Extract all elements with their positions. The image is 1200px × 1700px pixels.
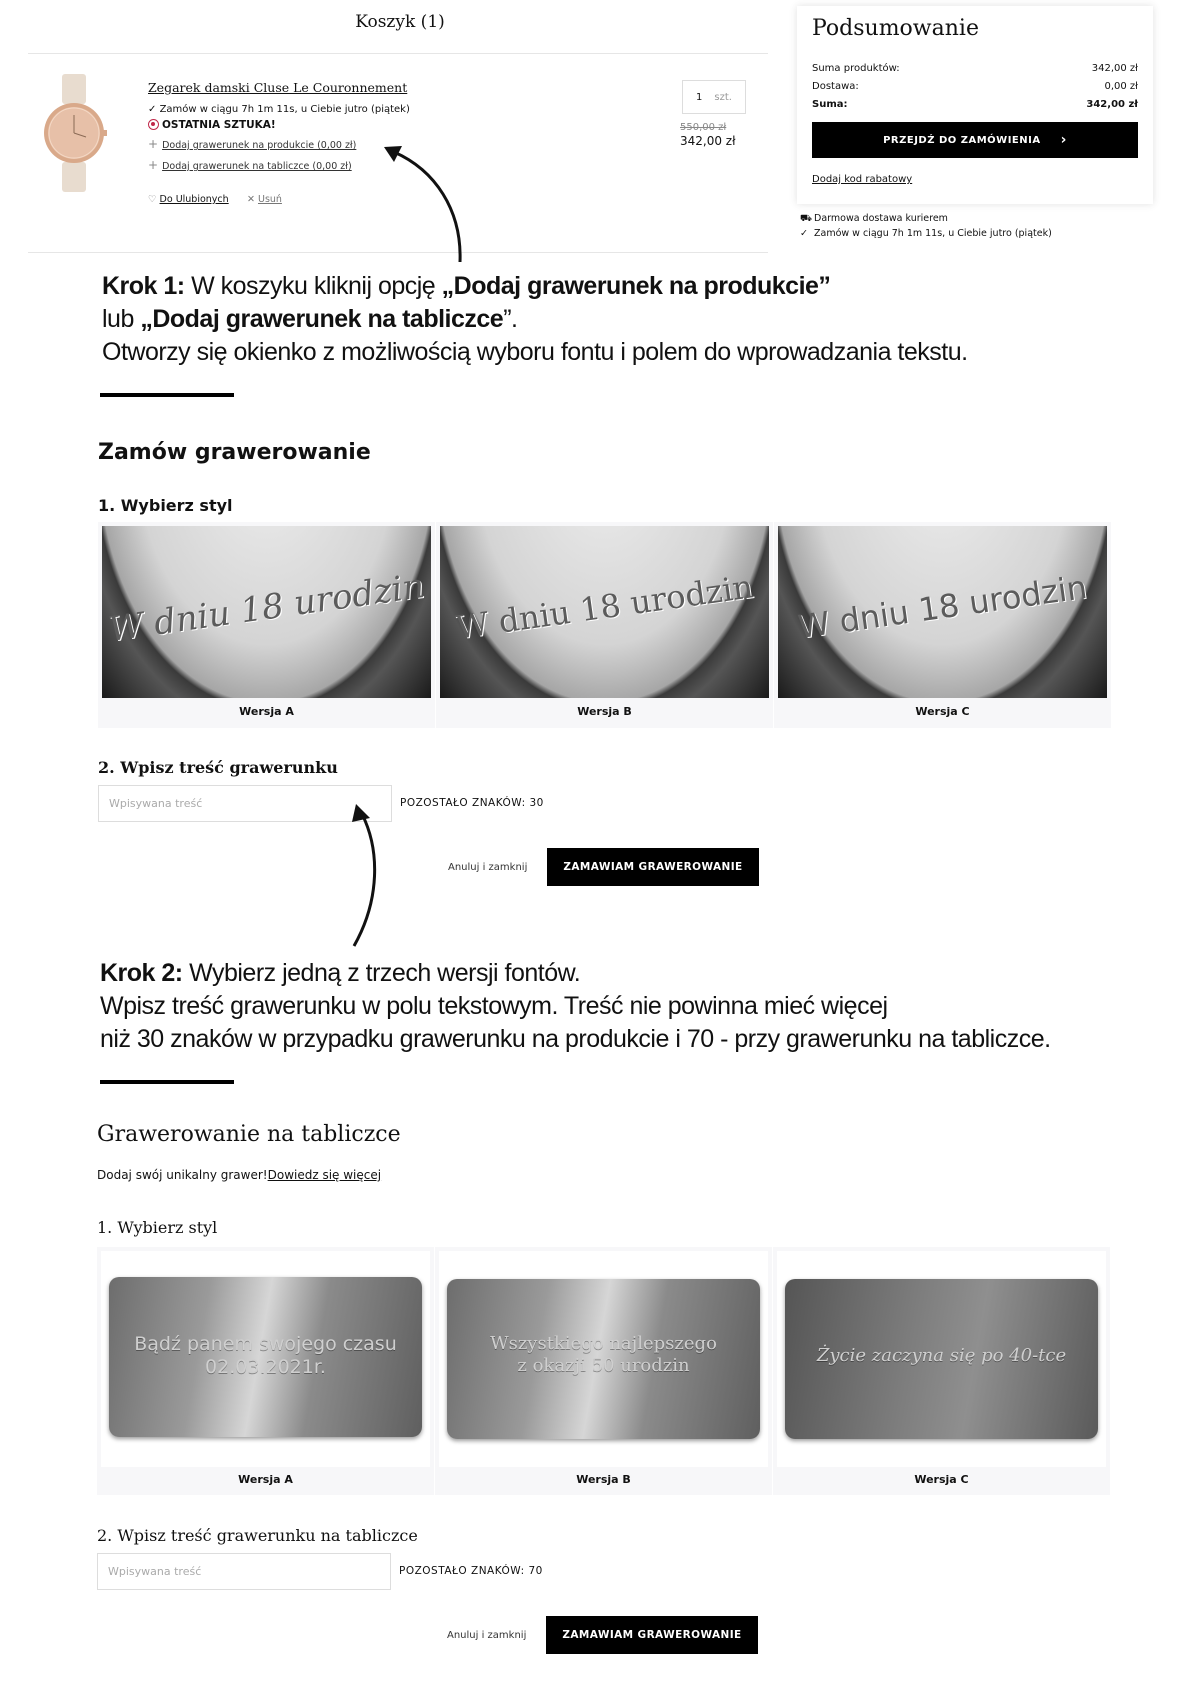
old-price: 550,00 zł — [680, 122, 727, 133]
plate-text-line: Bądź panem swojego czasu — [134, 1333, 397, 1355]
divider-bar — [100, 1080, 234, 1084]
plate-text-line: z okazji 50 urodzin — [517, 1354, 690, 1376]
target-icon — [148, 119, 159, 130]
step1-bold: „Dodaj grawerunek na produkcie” — [441, 272, 831, 300]
engraving-sample-image — [102, 526, 431, 698]
summary-row-total — [812, 99, 1138, 110]
discount-code-link[interactable]: Dodaj kod rabatowy — [812, 174, 913, 185]
remaining-chars: POZOSTAŁO ZNAKÓW: 30 — [400, 797, 544, 809]
plate-engraving-text-input[interactable]: Wpisywana treść — [97, 1553, 391, 1590]
summary-shipping-info — [800, 228, 1052, 239]
summary-shipping-text: Zamów w ciągu 7h 1m 11s, u Ciebie jutro (piątek) — [814, 228, 1052, 239]
price: 342,00 zł — [680, 134, 736, 148]
check-icon: ✓ — [800, 228, 808, 239]
close-icon: ✕ — [247, 194, 258, 205]
step1-line2 — [102, 303, 968, 336]
engraving-sample-image — [778, 526, 1107, 698]
quantity-value[interactable]: 1 — [696, 91, 703, 103]
engraving-sample-image — [440, 526, 769, 698]
style-option-a[interactable] — [98, 522, 435, 728]
engraving-sample-text: W dniu 18 urodzin — [453, 567, 756, 647]
step1-text: lub — [102, 305, 141, 333]
step2-instructions — [100, 957, 1051, 1056]
engraving-plate-title: Grawerowanie na tabliczce — [97, 1122, 401, 1147]
engraving-product-title: Zamów grawerowanie — [98, 440, 371, 465]
step1-line3: Otworzy się okienko z możliwością wyboru fontu i polem do wprowadzania tekstu. — [102, 338, 968, 366]
plate-sample-text: Życie zaczyna się po 40-tce — [816, 1345, 1067, 1366]
remove-text[interactable]: Usuń — [257, 194, 282, 205]
engraving-sample-text: W dniu 18 urodzin — [106, 566, 427, 650]
cart-title: Koszyk (1) — [355, 12, 445, 32]
plate-remaining-chars: POZOSTAŁO ZNAKÓW: 70 — [399, 1565, 543, 1577]
summary-title: Podsumowanie — [812, 16, 979, 41]
shipping-info — [148, 104, 410, 115]
divider — [28, 53, 768, 54]
learn-more-link[interactable]: Dowiedz się więcej — [267, 1168, 382, 1182]
version-label: Wersja B — [577, 705, 632, 718]
add-engraving-product-link[interactable]: Dodaj grawerunek na produkcie (0,00 zł) — [162, 140, 357, 151]
version-label: Wersja B — [576, 1473, 631, 1486]
last-item-text: OSTATNIA SZTUKA! — [162, 119, 276, 131]
plate-style-option-a[interactable] — [97, 1247, 434, 1495]
add-engraving-product-option[interactable] — [148, 137, 356, 151]
remove-link[interactable] — [247, 194, 282, 205]
favorites-link[interactable] — [148, 194, 229, 205]
chevron-right-icon: › — [1060, 132, 1067, 148]
divider-bar — [100, 393, 234, 397]
product-name-link[interactable]: Zegarek damski Cluse Le Couronnement — [148, 80, 408, 95]
summary-label: Suma: — [812, 99, 848, 110]
arrow-icon — [340, 800, 400, 950]
step1-label: Krok 1: — [102, 272, 185, 300]
style-option-c[interactable] — [774, 522, 1111, 728]
choose-style-heading: 1. Wybierz styl — [98, 496, 233, 515]
version-label: Wersja A — [239, 705, 294, 718]
free-delivery-info — [800, 213, 948, 225]
quantity-unit: szt. — [714, 91, 732, 103]
step2-label: Krok 2: — [100, 959, 183, 987]
plus-icon: + — [148, 137, 159, 151]
plate-order-engraving-button[interactable]: ZAMAWIAM GRAWEROWANIE — [546, 1616, 758, 1654]
quantity-input[interactable] — [682, 80, 746, 114]
summary-value: 342,00 zł — [1091, 63, 1138, 74]
plate-style-option-c[interactable] — [773, 1247, 1110, 1495]
engraving-text-input[interactable]: Wpisywana treść — [98, 785, 392, 822]
order-summary — [797, 6, 1153, 204]
add-engraving-plate-link[interactable]: Dodaj grawerunek na tabliczce (0,00 zł) — [162, 161, 352, 172]
step1-instructions — [102, 270, 968, 369]
checkout-button-label: PRZEJDŹ DO ZAMÓWIENIA — [883, 134, 1041, 146]
favorites-text[interactable]: Do Ulubionych — [159, 194, 229, 205]
enter-text-heading: 2. Wpisz treść grawerunku — [98, 758, 338, 777]
version-label: Wersja A — [238, 1473, 293, 1486]
shipping-text: Zamów w ciągu 7h 1m 11s, u Ciebie jutro (piątek) — [159, 104, 410, 115]
truck-icon: ⛟ — [800, 213, 812, 224]
step1-text: ”. — [503, 305, 518, 333]
engraving-sample-text: W dniu 18 urodzin — [795, 567, 1090, 647]
arrow-icon — [380, 140, 470, 265]
summary-row-products — [812, 63, 1138, 74]
plate-text-line: 02.03.2021r. — [205, 1355, 326, 1378]
summary-value: 342,00 zł — [1086, 99, 1138, 110]
style-option-b[interactable] — [436, 522, 773, 728]
step2-line3: niż 30 znaków w przypadku grawerunku na produkcie i 70 - przy grawerunku na tabliczce. — [100, 1025, 1051, 1053]
plate-text-line: Wszystkiego najlepszego — [490, 1333, 717, 1354]
free-delivery-text: Darmowa dostawa kurierem — [814, 213, 948, 224]
plate-enter-text-heading: 2. Wpisz treść grawerunku na tabliczce — [97, 1526, 418, 1545]
engraving-plate-intro — [97, 1168, 381, 1182]
step2-line1 — [100, 957, 1051, 990]
last-item-badge — [148, 119, 276, 131]
order-engraving-button[interactable]: ZAMAWIAM GRAWEROWANIE — [547, 848, 759, 886]
plus-icon: + — [148, 158, 159, 172]
intro-text: Dodaj swój unikalny grawer! — [97, 1168, 268, 1182]
plate-sample-image — [101, 1251, 430, 1467]
heart-icon: ♡ — [148, 194, 160, 205]
plate-cancel-close-button[interactable]: Anuluj i zamknij — [447, 1630, 527, 1641]
check-icon: ✓ — [148, 104, 160, 115]
plate-sample-image — [439, 1251, 768, 1467]
step2-text: Wybierz jedną z trzech wersji fontów. — [182, 959, 581, 987]
cancel-close-button[interactable]: Anuluj i zamknij — [448, 862, 528, 873]
version-label: Wersja C — [915, 705, 970, 718]
plate-style-option-b[interactable] — [435, 1247, 772, 1495]
plate-sample-text — [109, 1333, 422, 1379]
step1-bold: „Dodaj grawerunek na tabliczce — [140, 305, 504, 333]
summary-label: Dostawa: — [812, 81, 859, 92]
checkout-button[interactable] — [812, 122, 1138, 158]
plate-choose-style-heading: 1. Wybierz styl — [97, 1218, 218, 1237]
watch-image[interactable] — [40, 74, 108, 192]
version-label: Wersja C — [914, 1473, 969, 1486]
plate-sample-text — [447, 1333, 760, 1376]
plate-sample-image — [777, 1251, 1106, 1467]
summary-value: 0,00 zł — [1104, 81, 1138, 92]
summary-row-delivery — [812, 81, 1138, 92]
step1-text: W koszyku kliknij opcję — [184, 272, 442, 300]
step1-line1 — [102, 270, 968, 303]
step2-line2: Wpisz treść grawerunku w polu tekstowym. Treść nie powinna mieć więcej — [100, 992, 888, 1020]
add-engraving-plate-option[interactable] — [148, 158, 352, 172]
summary-label: Suma produktów: — [812, 63, 900, 74]
